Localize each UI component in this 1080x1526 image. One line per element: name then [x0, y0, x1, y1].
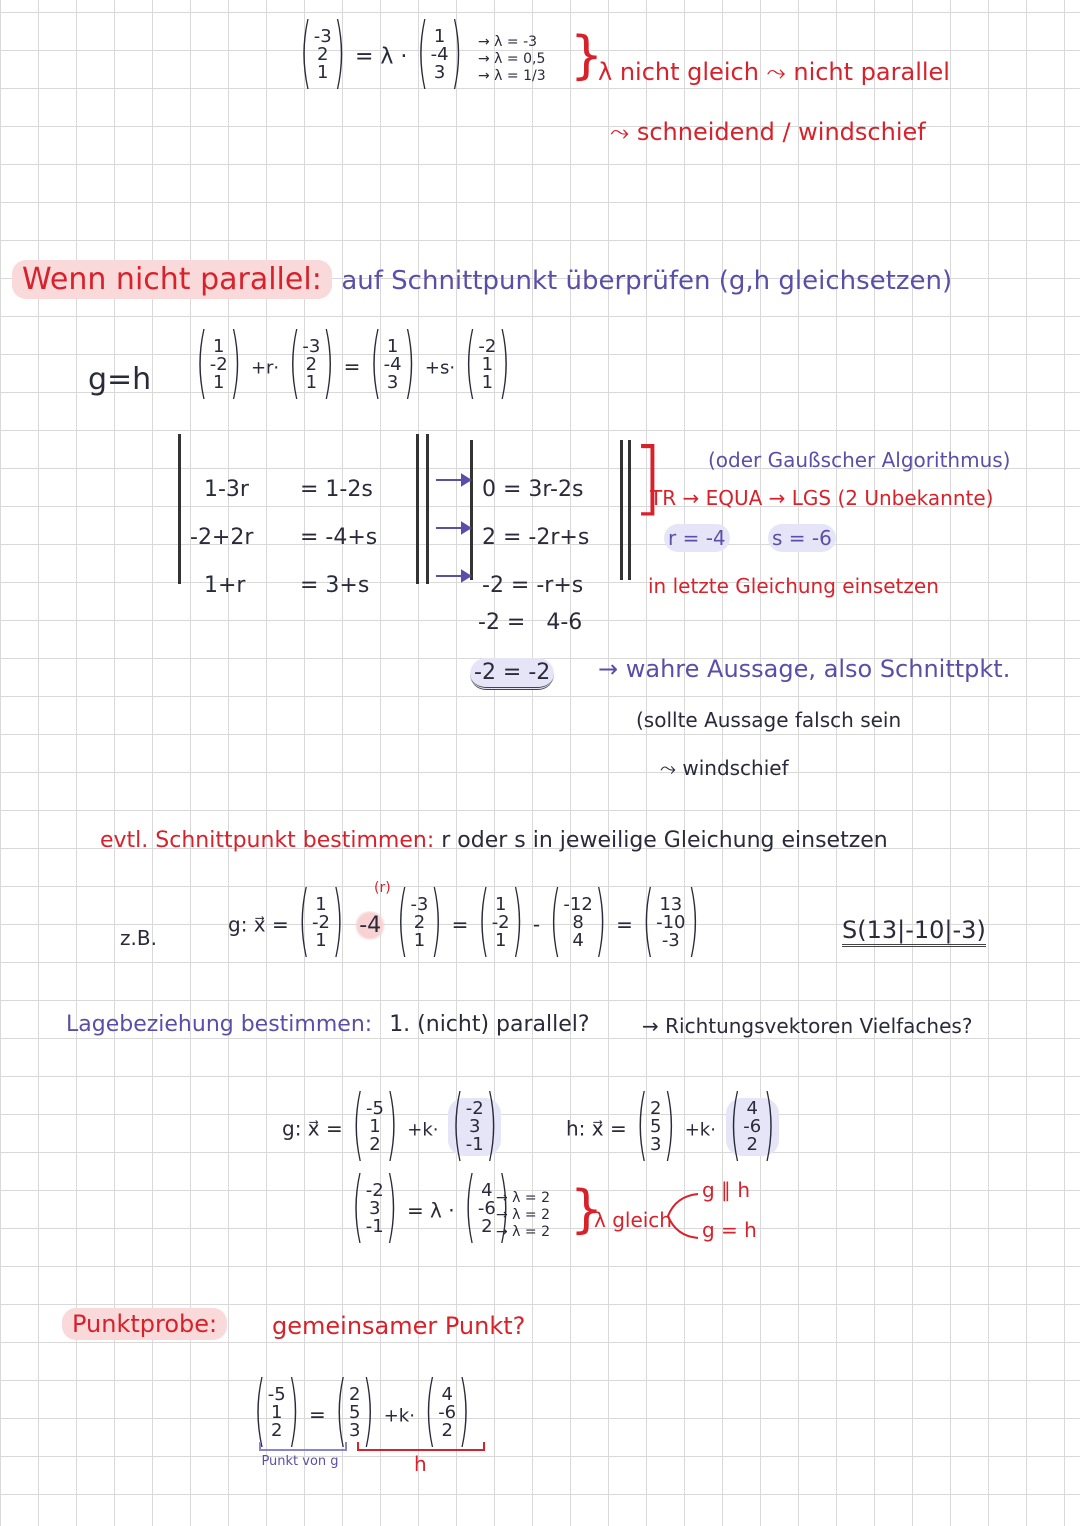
vector: ( 1 -4 3 ): [369, 318, 416, 410]
lambda-text: = λ ·: [406, 1198, 455, 1223]
section1-line: [12, 262, 952, 297]
punktprobe-heading: Punktprobe:: [62, 1308, 227, 1340]
lgs-cell: = 1-2s: [300, 477, 373, 502]
top-conclusion-2: ⤳ schneidend / windschief: [610, 118, 926, 146]
equals: =: [451, 912, 469, 937]
g-equation: [282, 1080, 501, 1172]
vector: ( -3 2 1 ): [288, 318, 335, 410]
lage-option-1: g ∥ h: [702, 1178, 751, 1202]
lage-question: 1. (nicht) parallel?: [389, 1012, 590, 1037]
vector: ( -5 1 2 ): [254, 1366, 300, 1458]
vector: ( -3 2 1 ): [300, 8, 346, 100]
vector: ( 4 -6 2 ): [464, 1162, 510, 1254]
lgs-cell: -2 = -r+s: [482, 573, 584, 598]
result-line: → λ = -3: [478, 34, 538, 50]
schnittpunkt-equation: [228, 876, 700, 968]
direction-vector-h: ( 4 -6 2 ): [726, 1098, 779, 1156]
lgs-result: -2 = -2: [470, 658, 554, 690]
under-h-label: h: [414, 1452, 427, 1476]
section1-heading: Wenn nicht parallel:: [12, 260, 332, 299]
minus: -: [532, 912, 541, 937]
lgs-cell: -2+2r: [190, 525, 254, 550]
falsch-note: (sollte Aussage falsch sein: [636, 708, 902, 732]
top-equation: [300, 8, 463, 100]
factor: -4: [353, 911, 387, 940]
lage-heading: Lagebeziehung bestimmen:: [66, 1012, 373, 1037]
lgs-cell: 1+r: [204, 573, 246, 598]
h-equation: [566, 1080, 779, 1172]
lambda-text: = λ ·: [354, 44, 408, 70]
lgs-cell: 0 = 3r-2s: [482, 477, 584, 502]
schnittpunkt-text: r oder s in jeweilige Gleichung einsetzen: [441, 828, 888, 853]
lgs-step1: -2 = 4-6: [478, 610, 583, 635]
vector: ( -3 2 1 ): [396, 876, 443, 968]
lgs-step2: [470, 660, 554, 685]
vector: ( 2 5 3 ): [636, 1080, 676, 1172]
s-result: [768, 526, 836, 550]
top-conclusion-1: λ nicht gleich ⤳ nicht parallel: [598, 58, 950, 86]
r-result: [664, 526, 730, 550]
system-bar-mid2: [426, 434, 429, 584]
schnittpunkt-result: [842, 916, 986, 944]
punktprobe-text: gemeinsamer Punkt?: [272, 1312, 526, 1340]
param-k: +k·: [684, 1119, 716, 1141]
insert-note: in letzte Gleichung einsetzen: [648, 574, 939, 598]
vector: ( -2 1 1 ): [464, 318, 511, 410]
lage-arrow-text: → Richtungsvektoren Vielfaches?: [642, 1014, 973, 1038]
wahr-note: → wahre Aussage, also Schnittpkt.: [598, 655, 1011, 683]
lage-line: [66, 1012, 590, 1037]
equals: =: [616, 912, 633, 937]
param-r: +r·: [250, 357, 280, 379]
g-label: g: x⃗ =: [282, 1116, 343, 1141]
lgs-cell: 2 = -2r+s: [482, 525, 590, 550]
vector: ( -2 3 -1 ): [352, 1162, 398, 1254]
section1-text: auf Schnittpunkt überprüfen (g,h gleichsetzen): [341, 266, 953, 296]
h-label: h: x⃗ =: [566, 1116, 627, 1141]
vector: ( 1 -4 3 ): [416, 8, 463, 100]
system-bar-left: [178, 434, 181, 584]
s-value: s = -6: [768, 524, 836, 552]
result-line: → λ = 0,5: [478, 51, 546, 67]
gh-equation: [196, 318, 511, 410]
lgs-cell: = 3+s: [300, 573, 370, 598]
equals: =: [343, 354, 361, 379]
lgs-right: [482, 466, 589, 610]
zb-label: z.B.: [120, 926, 157, 950]
direction-vector-g: ( -2 3 -1 ): [448, 1098, 501, 1156]
vector: ( -5 1 2 ): [352, 1080, 398, 1172]
equals: =: [308, 1402, 326, 1427]
system-bar-right2: [620, 440, 623, 580]
lage-fork: [662, 1186, 702, 1246]
vector: ( 13 -10 -3 ): [642, 876, 700, 968]
lage-equation: [352, 1162, 510, 1254]
result-line: → λ = 2: [496, 1190, 551, 1206]
lage-brace: }: [570, 1180, 604, 1240]
punktprobe-label: [62, 1310, 227, 1338]
param-k: +k·: [407, 1119, 439, 1141]
note-gauss: (oder Gaußscher Algorithmus): [708, 448, 1011, 472]
windschief-note: ⤳ windschief: [660, 756, 789, 780]
lgs-cell: 1-3r: [204, 477, 249, 502]
r-mark: (r): [374, 880, 391, 896]
lgs-cell: = -4+s: [300, 525, 378, 550]
punktprobe-equation: [254, 1366, 470, 1458]
vector: ( 1 -2 1 ): [298, 876, 344, 968]
result-line: → λ = 2: [496, 1207, 551, 1223]
lgs-brace: ]: [632, 431, 664, 524]
gh-label: g=h: [88, 362, 152, 397]
system-bar-right3: [628, 440, 631, 580]
system-bar-mid1: [416, 434, 419, 584]
vector: ( 2 5 3 ): [335, 1366, 375, 1458]
vector: ( 1 -2 1 ): [196, 318, 242, 410]
lgs-mid: [300, 466, 377, 610]
vector: ( -12 8 4 ): [549, 876, 607, 968]
note-tr: TR → EQUA → LGS (2 Unbekannte): [650, 486, 994, 510]
top-brace: }: [570, 26, 604, 86]
under-g-label: Punkt von g: [261, 1454, 339, 1469]
result-line: → λ = 2: [496, 1224, 551, 1240]
schnittpunkt-heading: evtl. Schnittpunkt bestimmen:: [100, 828, 435, 853]
param-s: +s·: [424, 357, 456, 379]
top-results: [478, 34, 546, 85]
r-value: r = -4: [664, 524, 730, 552]
vector: ( 1 -2 1 ): [477, 876, 524, 968]
lgs-left: [190, 466, 253, 610]
underbrace-g: [258, 1440, 348, 1454]
result-line: → λ = 1/3: [478, 68, 546, 84]
point-s: S(13|-10|-3): [842, 916, 986, 947]
lage-results: [496, 1190, 550, 1241]
lgs-arrows: [432, 470, 472, 590]
vector: ( 4 -6 2 ): [424, 1366, 470, 1458]
schnittpunkt-line: [100, 828, 888, 853]
param-k: +k·: [383, 1405, 415, 1427]
g-label: g: x⃗ =: [228, 912, 289, 937]
lage-gleich: λ gleich: [594, 1208, 672, 1232]
lage-option-2: g = h: [702, 1218, 757, 1242]
